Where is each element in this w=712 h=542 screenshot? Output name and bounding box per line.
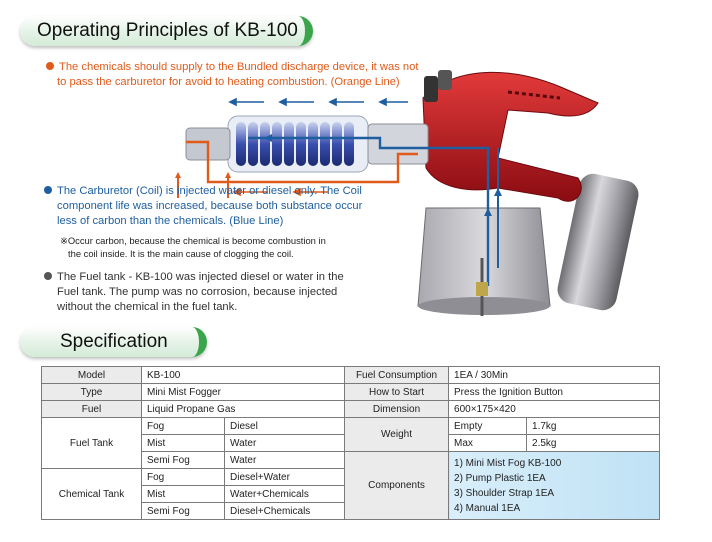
flow-arrows [230, 99, 408, 105]
fuel-tank-content: Water [225, 435, 345, 452]
weight-name: Empty [449, 418, 527, 435]
chemical-tank-content: Diesel+Water [225, 469, 345, 486]
grey-bullet-icon [44, 272, 52, 280]
weight-value: 1.7kg [527, 418, 660, 435]
operating-principles-banner [20, 16, 313, 46]
fuel-tank-label: Fuel Tank [42, 418, 142, 469]
type-value: Mini Mist Fogger [142, 384, 345, 401]
fuel-value: Liquid Propane Gas [142, 401, 345, 418]
chemical-tank-mode: Mist [142, 486, 225, 503]
fuel-tank-content: Water [225, 452, 345, 469]
chemical-tank-label: Chemical Tank [42, 469, 142, 520]
weight-value: 2.5kg [527, 435, 660, 452]
dimension-value: 600×175×420 [449, 401, 660, 418]
specification-banner [20, 327, 207, 357]
specification-title: Specification [60, 331, 168, 352]
chemical-tank-content: Diesel+Chemicals [225, 503, 345, 520]
fuel-tank-mode: Fog [142, 418, 225, 435]
fuel-consumption-label: Fuel Consumption [345, 367, 449, 384]
how-to-start-label: How to Start [345, 384, 449, 401]
how-to-start-value: Press the Ignition Button [449, 384, 660, 401]
fuel-label: Fuel [42, 401, 142, 418]
carbon-note: ※Occur carbon, because the chemical is become combustion in the coil inside. It is the main cause of clogging the coil. [60, 235, 326, 259]
operating-principles-title: Operating Principles of KB-100 [37, 20, 298, 41]
fuel-tank-description: The Fuel tank - KB-100 was injected diesel or water in the Fuel tank. The pump was no corrosion, because injected without the chemical in the fuel tank. [44, 270, 344, 315]
orange-line-description: The chemicals should supply to the Bundled discharge device, it was not to pass the carburetor for avoid to heating combustion. (Orange Line) [46, 60, 418, 90]
chemical-tank-content: Water+Chemicals [225, 486, 345, 503]
fuel-consumption-value: 1EA / 30Min [449, 367, 660, 384]
table-row [42, 384, 660, 401]
table-row [42, 418, 660, 435]
orange-bullet-icon [46, 62, 54, 70]
valve-knob [424, 76, 438, 102]
weight-name: Max [449, 435, 527, 452]
type-label: Type [42, 384, 142, 401]
fuel-tank-mode: Mist [142, 435, 225, 452]
specification-table [41, 366, 660, 520]
fuel-tank-content: Diesel [225, 418, 345, 435]
blue-line-description: The Carburetor (Coil) is injected water or diesel only. The Coil component life was increased, because both substance occur less of carbon than the chemicals. (Blue Line) [44, 184, 362, 229]
components-list: 1) Mini Mist Fog KB-100 2) Pump Plastic 1EA 3) Shoulder Strap 1EA 4) Manual 1EA [449, 452, 660, 520]
model-value: KB-100 [142, 367, 345, 384]
table-row [42, 367, 660, 384]
components-label: Components [345, 452, 449, 520]
blue-bullet-icon [44, 186, 52, 194]
housing-base [418, 297, 550, 315]
model-label: Model [42, 367, 142, 384]
weight-label: Weight [345, 418, 449, 452]
fuel-tank-mode: Semi Fog [142, 452, 225, 469]
table-row [42, 401, 660, 418]
chemical-tank-mode: Semi Fog [142, 503, 225, 520]
dimension-label: Dimension [345, 401, 449, 418]
chemical-tank-mode: Fog [142, 469, 225, 486]
